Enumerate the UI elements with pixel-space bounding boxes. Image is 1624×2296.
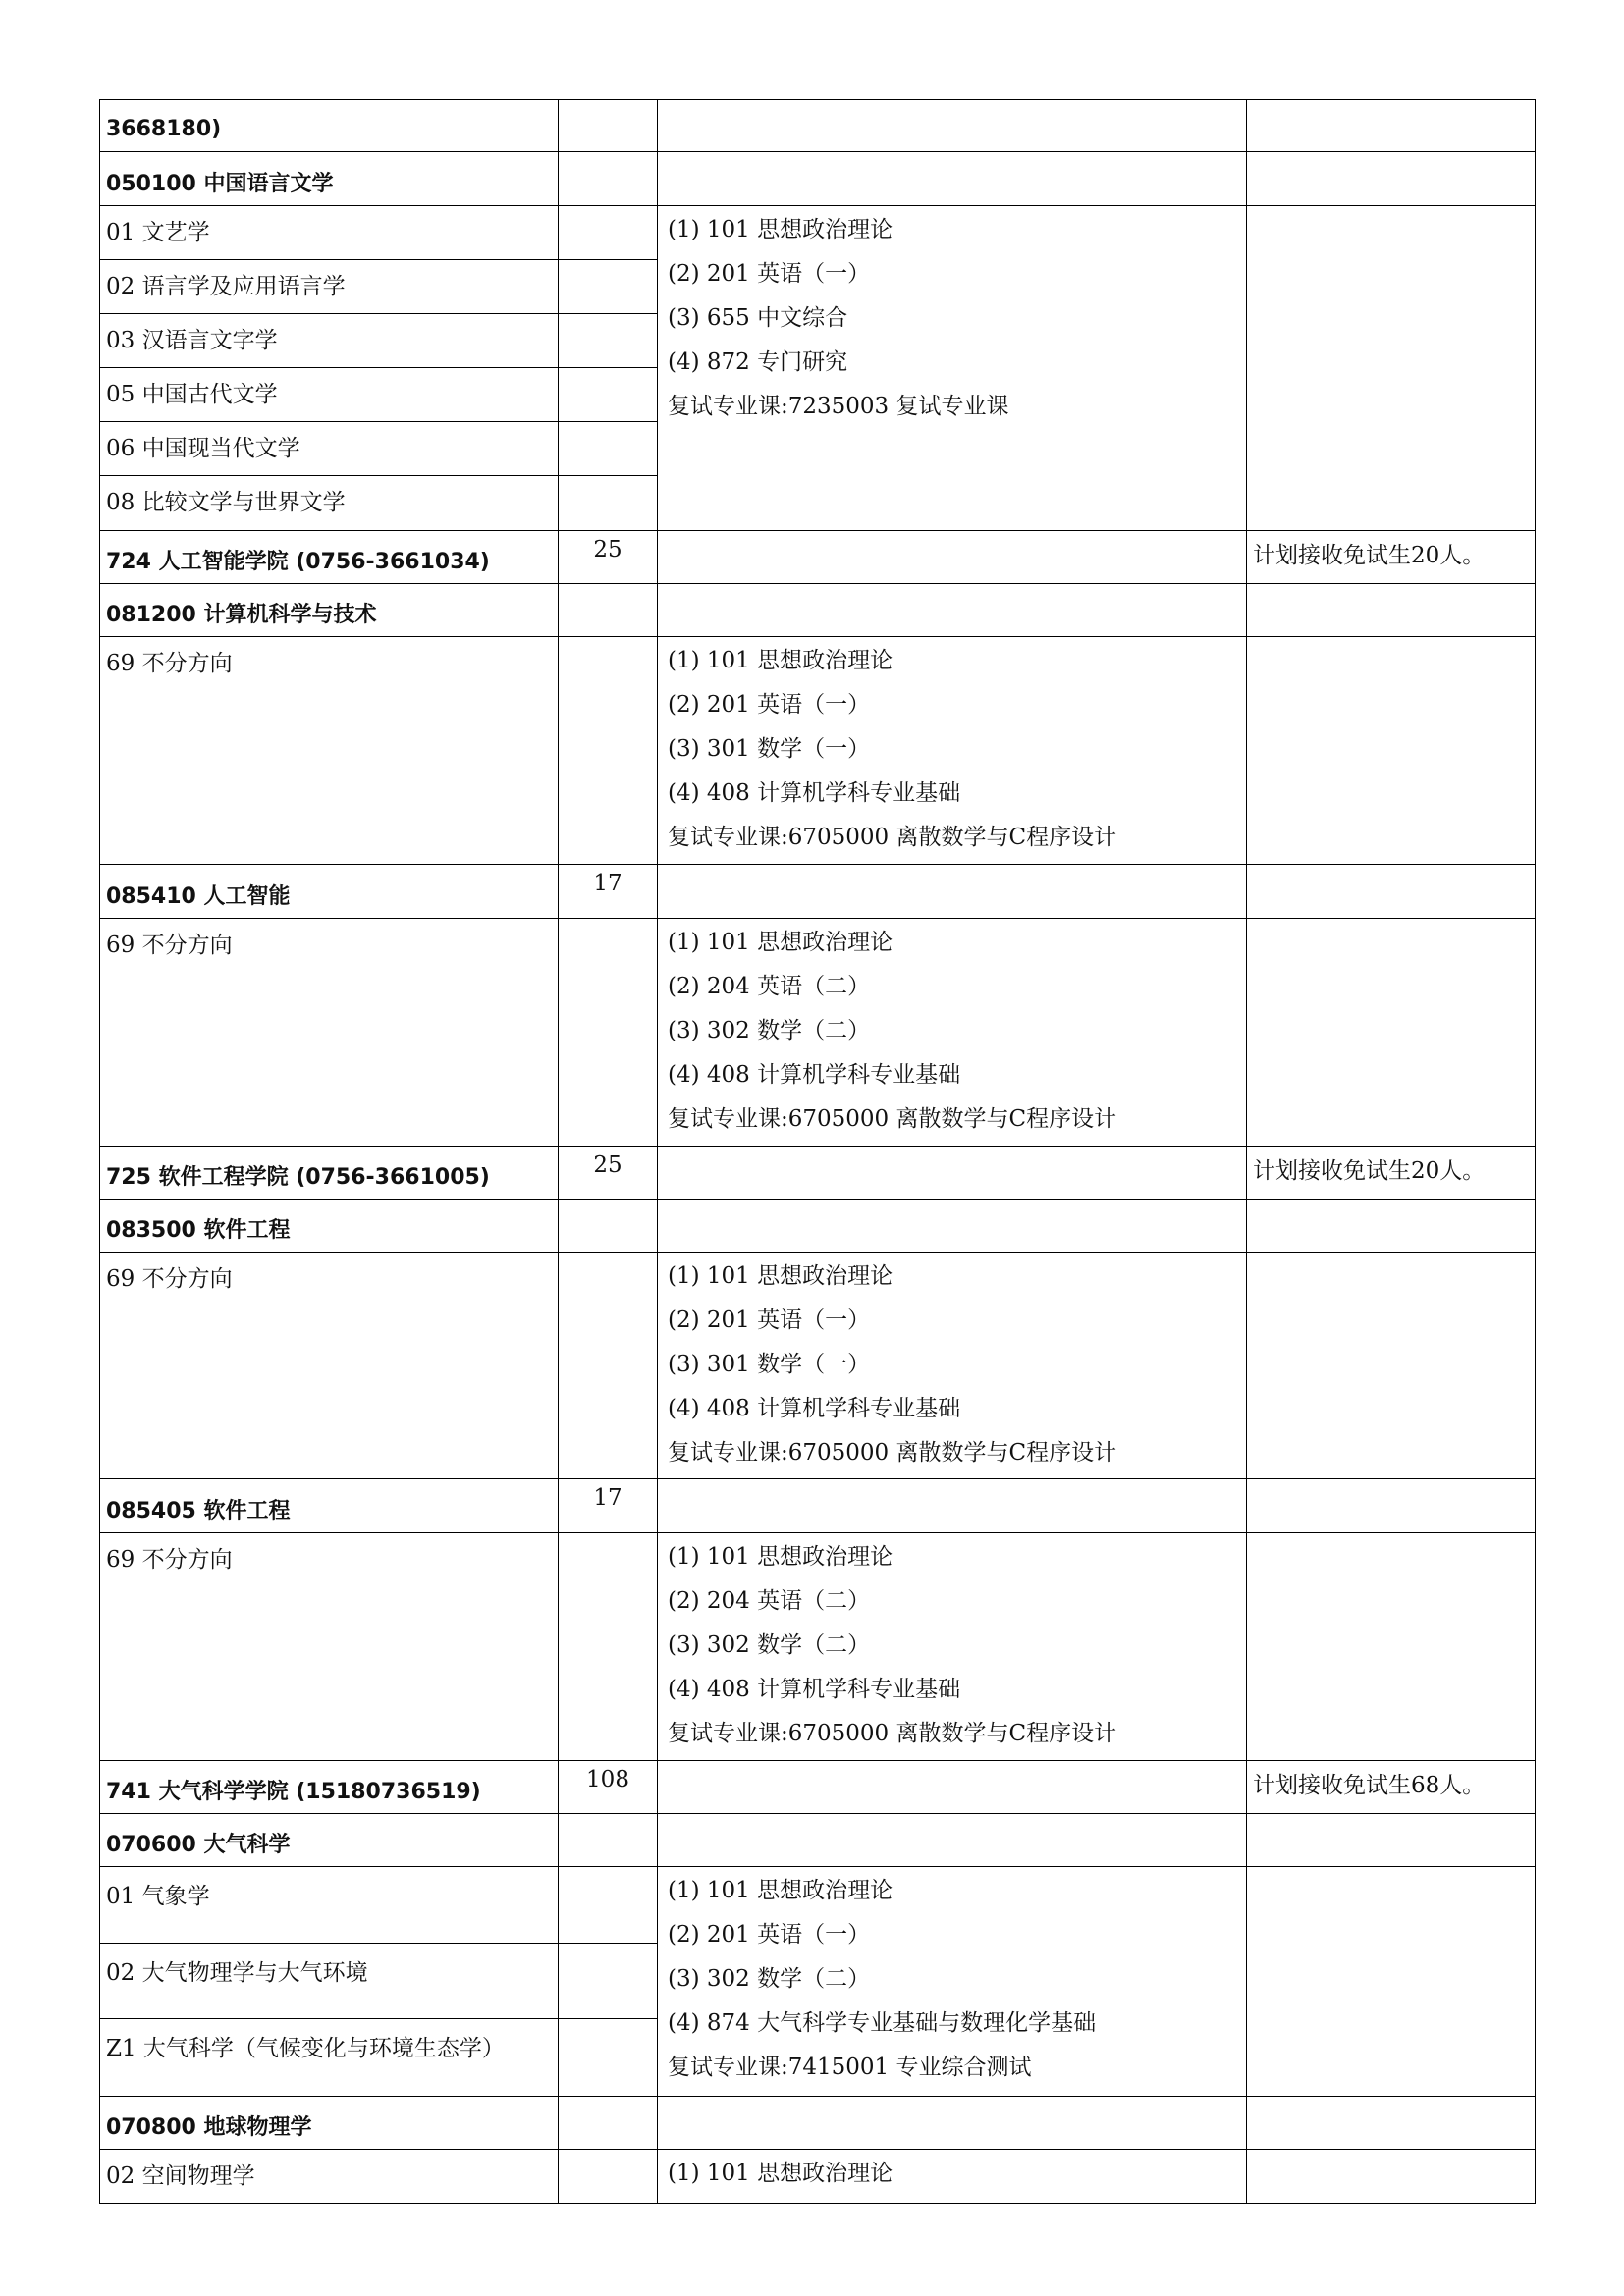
direction-list	[100, 1867, 559, 2097]
note-cell	[1247, 2097, 1536, 2150]
direction-list	[100, 206, 559, 531]
quota-cell	[559, 1867, 658, 2097]
direction-item: 69 不分方向	[100, 919, 559, 1147]
table-row	[100, 1200, 1536, 1253]
quota-value: 25	[559, 1147, 658, 1200]
quota-value: 17	[559, 1479, 658, 1533]
subjects-cell	[658, 152, 1247, 206]
note-cell	[1247, 584, 1536, 637]
note-cell	[1247, 152, 1536, 206]
admission-catalog-table	[99, 99, 1536, 2204]
direction-item: 69 不分方向	[100, 637, 559, 865]
quota-value: 25	[559, 531, 658, 584]
direction-item: 01 气象学	[100, 1867, 558, 1944]
table-row	[100, 1479, 1536, 1533]
quota-cell	[559, 1253, 658, 1479]
table-row	[100, 1867, 1536, 2097]
subject-line: (2) 204 英语（二）	[668, 974, 871, 999]
note-cell	[1247, 919, 1536, 1147]
direction-item: 03 汉语言文字学	[100, 314, 558, 368]
table-row	[100, 1533, 1536, 1761]
note-cell	[1247, 637, 1536, 865]
subject-line: (3) 302 数学（二）	[668, 1018, 871, 1043]
subject-line: (4) 872 专门研究	[668, 349, 848, 375]
subject-line: (1) 101 思想政治理论	[668, 648, 893, 673]
note-cell	[1247, 1814, 1536, 1867]
subject-line: (1) 101 思想政治理论	[668, 1263, 893, 1289]
subject-line: (2) 201 英语（一）	[668, 1922, 871, 1948]
quota-cell	[559, 584, 658, 637]
note-cell	[1247, 2150, 1536, 2204]
table-row	[100, 919, 1536, 1147]
school-title: 741 大气科学学院 (15180736519)	[100, 1761, 559, 1814]
note-cell	[1247, 865, 1536, 919]
subjects-cell	[658, 584, 1247, 637]
school-title: 724 人工智能学院 (0756-3661034)	[100, 531, 559, 584]
subject-line: (4) 408 计算机学科专业基础	[668, 780, 961, 806]
note-cell	[1247, 1867, 1536, 2097]
subjects-cell	[658, 1147, 1247, 1200]
subject-line: (3) 301 数学（一）	[668, 736, 871, 762]
quota-cell	[559, 1200, 658, 1253]
subjects-cell	[658, 1867, 1247, 2097]
subject-line: (4) 408 计算机学科专业基础	[668, 1677, 961, 1702]
subject-line: (3) 302 数学（二）	[668, 1632, 871, 1658]
table-row	[100, 584, 1536, 637]
subject-line: (3) 302 数学（二）	[668, 1966, 871, 1992]
table-row	[100, 865, 1536, 919]
retest-line: 复试专业课:6705000 离散数学与C程序设计	[668, 825, 1117, 850]
note-text: 计划接收免试生20人。	[1247, 531, 1536, 584]
subject-line: (4) 408 计算机学科专业基础	[668, 1396, 961, 1421]
note-cell	[1247, 206, 1536, 531]
school-title: 725 软件工程学院 (0756-3661005)	[100, 1147, 559, 1200]
quota-subcells	[559, 1867, 657, 2096]
direction-item: 02 大气物理学与大气环境	[100, 1944, 558, 2019]
quota-cell	[559, 152, 658, 206]
note-text: 计划接收免试生68人。	[1247, 1761, 1536, 1814]
subjects-cell	[658, 531, 1247, 584]
quota-value: 17	[559, 865, 658, 919]
direction-item: 05 中国古代文学	[100, 368, 558, 422]
table-row	[100, 2097, 1536, 2150]
table-row	[100, 637, 1536, 865]
quota-cell	[559, 637, 658, 865]
quota-cell	[559, 2150, 658, 2204]
direction-item: 69 不分方向	[100, 1253, 559, 1479]
major-title: 085410 人工智能	[100, 865, 559, 919]
school-contact-continued: 3668180)	[100, 100, 559, 152]
retest-line: 复试专业课:6705000 离散数学与C程序设计	[668, 1721, 1117, 1746]
quota-cell	[559, 919, 658, 1147]
subjects-cell	[658, 865, 1247, 919]
direction-item: Z1 大气科学（气候变化与环境生态学）	[106, 2036, 505, 2061]
note-cell	[1247, 1253, 1536, 1479]
major-title: 050100 中国语言文学	[100, 152, 559, 206]
subject-line: (1) 101 思想政治理论	[668, 2161, 893, 2186]
subjects-cell	[658, 206, 1247, 531]
subject-line: (1) 101 思想政治理论	[668, 217, 893, 242]
table-row	[100, 206, 1536, 531]
subject-line: (3) 301 数学（一）	[668, 1352, 871, 1377]
subject-line: (2) 204 英语（二）	[668, 1588, 871, 1614]
subject-line: (1) 101 思想政治理论	[668, 1878, 893, 1903]
table-row	[100, 1253, 1536, 1479]
subject-line: (3) 655 中文综合	[668, 305, 848, 331]
subjects-cell	[658, 2150, 1247, 2204]
direction-item: 06 中国现当代文学	[100, 422, 558, 476]
subjects-cell	[658, 2097, 1247, 2150]
subject-line: (2) 201 英语（一）	[668, 261, 871, 287]
subject-line: (4) 874 大气科学专业基础与数理化学基础	[668, 2010, 1097, 2036]
subjects-cell	[658, 100, 1247, 152]
subjects-cell	[658, 1253, 1247, 1479]
note-cell	[1247, 1200, 1536, 1253]
major-title: 083500 软件工程	[100, 1200, 559, 1253]
table-row	[100, 100, 1536, 152]
quota-subcells	[559, 206, 657, 530]
table-row	[100, 152, 1536, 206]
subjects-cell	[658, 1814, 1247, 1867]
subject-line: (2) 201 英语（一）	[668, 1308, 871, 1333]
subjects-cell	[658, 637, 1247, 865]
subject-line: (2) 201 英语（一）	[668, 692, 871, 718]
table-row	[100, 1814, 1536, 1867]
table-row	[100, 2150, 1536, 2204]
direction-item: 01 文艺学	[100, 206, 558, 260]
major-title: 070600 大气科学	[100, 1814, 559, 1867]
retest-line: 复试专业课:6705000 离散数学与C程序设计	[668, 1106, 1117, 1132]
subjects-cell	[658, 1479, 1247, 1533]
table-row	[100, 1147, 1536, 1200]
subject-line: (1) 101 思想政治理论	[668, 930, 893, 955]
retest-line: 复试专业课:7235003 复试专业课	[668, 394, 1009, 419]
subjects-cell	[658, 1533, 1247, 1761]
direction-item: 02 语言学及应用语言学	[100, 260, 558, 314]
subjects-cell	[658, 919, 1247, 1147]
note-text: 计划接收免试生20人。	[1247, 1147, 1536, 1200]
major-title: 070800 地球物理学	[100, 2097, 559, 2150]
note-cell	[1247, 100, 1536, 152]
quota-cell	[559, 1814, 658, 1867]
subject-line: (4) 408 计算机学科专业基础	[668, 1062, 961, 1088]
direction-item: 69 不分方向	[100, 1533, 559, 1761]
subjects-cell	[658, 1761, 1247, 1814]
retest-line: 复试专业课:6705000 离散数学与C程序设计	[668, 1440, 1117, 1466]
quota-value: 108	[559, 1761, 658, 1814]
quota-cell	[559, 2097, 658, 2150]
quota-cell	[559, 206, 658, 531]
quota-cell	[559, 100, 658, 152]
retest-line: 复试专业课:7415001 专业综合测试	[668, 2055, 1032, 2080]
table-row	[100, 531, 1536, 584]
quota-cell	[559, 1533, 658, 1761]
subjects-cell	[658, 1200, 1247, 1253]
subject-line: (1) 101 思想政治理论	[668, 1544, 893, 1570]
note-cell	[1247, 1479, 1536, 1533]
direction-item: 02 空间物理学	[100, 2150, 559, 2204]
direction-item: 08 比较文学与世界文学	[106, 490, 346, 515]
major-title: 081200 计算机科学与技术	[100, 584, 559, 637]
major-title: 085405 软件工程	[100, 1479, 559, 1533]
note-cell	[1247, 1533, 1536, 1761]
table-row	[100, 1761, 1536, 1814]
